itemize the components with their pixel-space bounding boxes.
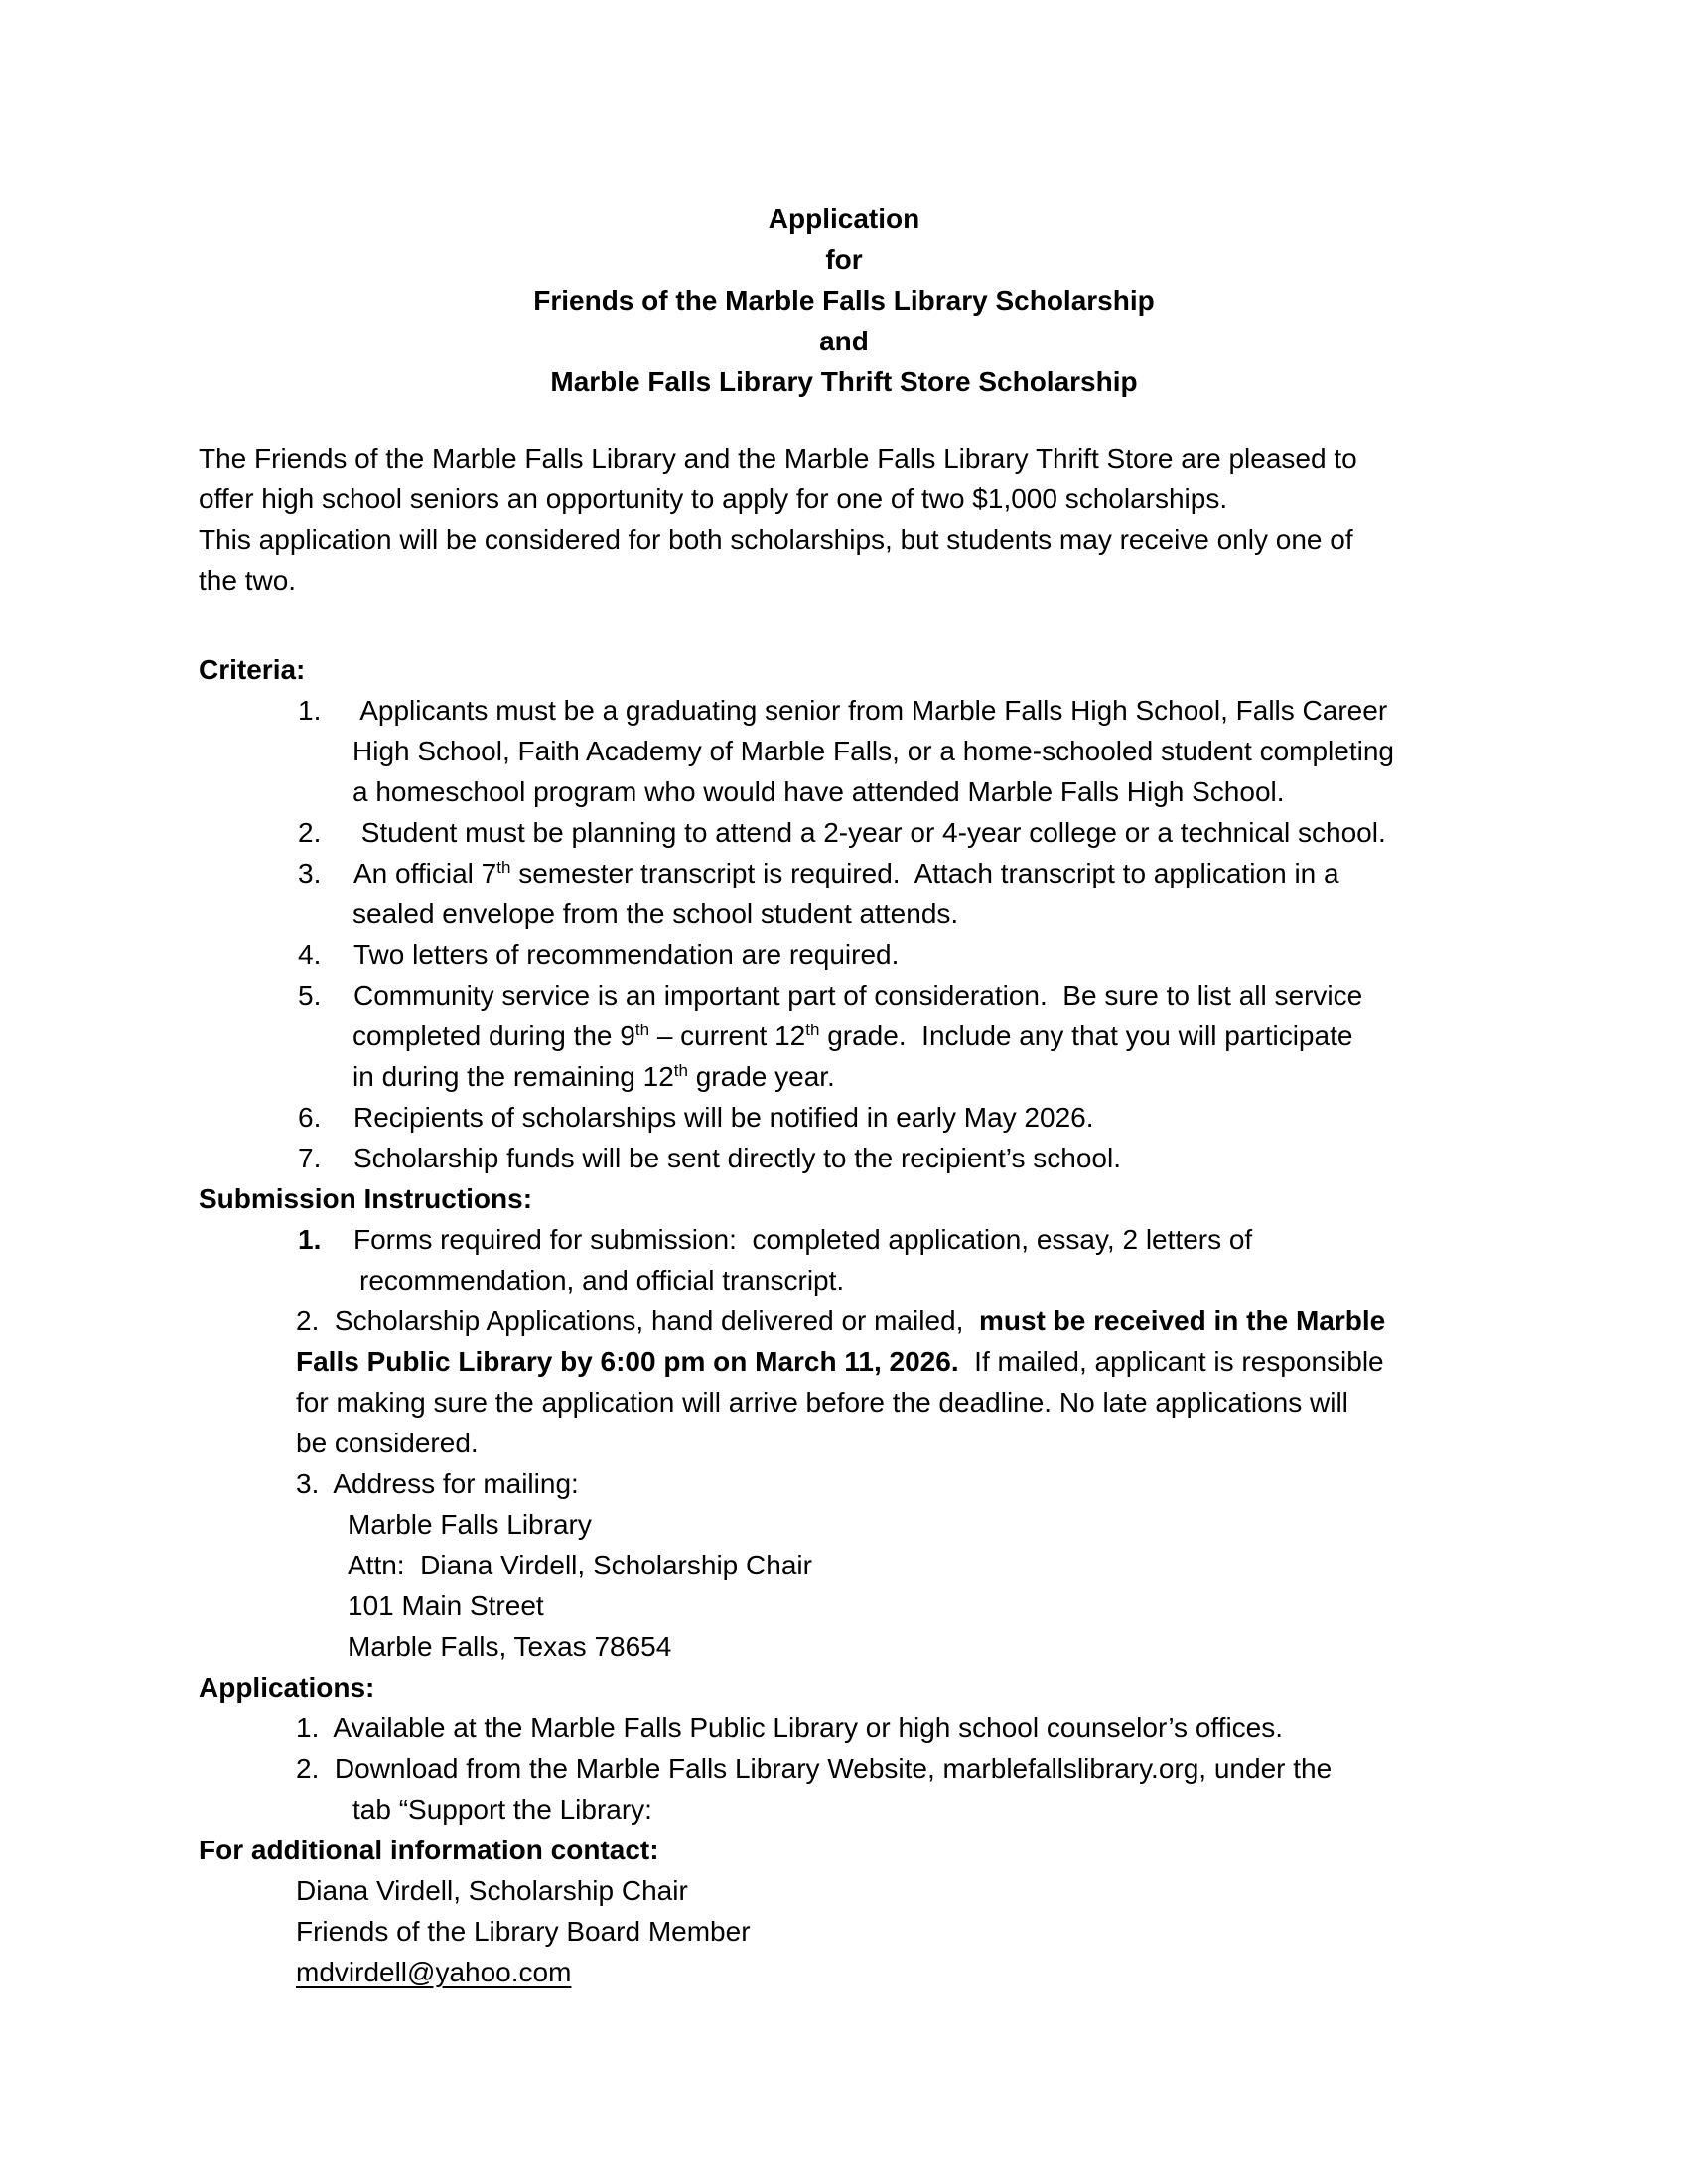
list-item [199, 975, 1489, 1016]
text-segment: offer high school seniors an opportunity to apply for one of two $1,000 scholarships. [199, 483, 1228, 514]
text-segment: The Friends of the Marble Falls Library and the Marble Falls Library Thrift Store are pleased to [199, 443, 1357, 474]
text-segment: th [805, 1021, 820, 1039]
section-heading-submission [199, 1178, 1489, 1219]
text-segment: Marble Falls Library [348, 1509, 592, 1540]
text-segment: Applications: [199, 1672, 375, 1703]
contact-line [199, 1911, 1489, 1952]
list-item [199, 1300, 1489, 1341]
list-number: 1. [298, 1224, 322, 1255]
text-segment: Falls Public Library by 6:00 pm on March 11, 2026. [296, 1346, 959, 1377]
text-segment: 2. Download from the Marble Falls Library Website, marblefallslibrary.org, under the [296, 1753, 1333, 1784]
list-number: 6. [298, 1102, 322, 1133]
text-segment: tab “Support the Library: [352, 1794, 652, 1825]
text-segment: grade year. [687, 1061, 835, 1092]
list-item [199, 1748, 1489, 1789]
text-segment: th [673, 1061, 688, 1080]
text-segment: Attn: Diana Virdell, Scholarship Chair [348, 1550, 812, 1580]
intro-line [199, 519, 1489, 560]
address-line [199, 1626, 1489, 1667]
text-segment: Two letters of recommendation are required. [353, 939, 900, 970]
text-segment: Submission Instructions: [199, 1183, 533, 1214]
list-item-continuation [199, 1341, 1489, 1382]
text-segment: Friends of the Marble Falls Library Scholarship [533, 285, 1155, 316]
email-link[interactable] [199, 1952, 1489, 1992]
intro-line [199, 438, 1489, 478]
section-heading-criteria [199, 649, 1489, 690]
text-segment: for making sure the application will arrive before the deadline. No late applications will [296, 1387, 1348, 1418]
text-segment: – current 12 [649, 1021, 806, 1051]
list-item [199, 1463, 1489, 1504]
list-item-continuation [199, 1423, 1489, 1463]
text-segment: grade. Include any that you will participate [819, 1021, 1353, 1051]
list-item [199, 1097, 1489, 1138]
text-segment: This application will be considered for both scholarships, but students may receive only one of [199, 524, 1353, 555]
list-item-continuation [199, 771, 1489, 812]
list-item-continuation [199, 1260, 1489, 1300]
intro-line [199, 478, 1489, 519]
list-number: 4. [298, 939, 322, 970]
list-item [199, 1138, 1489, 1178]
address-line [199, 1545, 1489, 1585]
text-segment: Scholarship funds will be sent directly to the recipient’s school. [353, 1143, 1121, 1173]
text-segment: be considered. [296, 1428, 479, 1458]
list-item-continuation [199, 1789, 1489, 1830]
text-segment: Criteria: [199, 654, 306, 685]
address-line [199, 1585, 1489, 1626]
text-segment: Forms required for submission: completed application, essay, 2 letters of [353, 1224, 1253, 1255]
list-number: 7. [298, 1143, 322, 1173]
list-number: 5. [298, 980, 322, 1011]
text-segment: High School, Faith Academy of Marble Falls, or a home-schooled student completing [352, 736, 1394, 766]
address-line [199, 1504, 1489, 1545]
list-number: 2. [298, 817, 322, 848]
text-segment: in during the remaining 12 [352, 1061, 674, 1092]
text-segment: the two. [199, 565, 297, 596]
text-segment: sealed envelope from the school student attends. [352, 898, 959, 929]
text-segment: Community service is an important part of consideration. Be sure to list all service [353, 980, 1363, 1011]
text-segment: Marble Falls, Texas 78654 [348, 1631, 672, 1662]
text-segment: and [819, 326, 869, 356]
title-line [199, 280, 1489, 321]
text-segment: For additional information contact: [199, 1835, 659, 1865]
text-segment: 3. Address for mailing: [296, 1468, 579, 1499]
list-number: 1. [298, 695, 322, 726]
list-item [199, 853, 1489, 893]
text-segment: completed during the 9 [352, 1021, 635, 1051]
list-number: 3. [298, 858, 322, 888]
list-item [199, 690, 1489, 731]
text-segment: Application [768, 204, 920, 234]
title-line [199, 321, 1489, 361]
list-item-continuation [199, 731, 1489, 771]
list-item [199, 812, 1489, 853]
text-segment: must be received in the Marble [978, 1305, 1386, 1336]
list-item [199, 1707, 1489, 1748]
text-segment: An official 7 [353, 858, 497, 888]
text-segment: recommendation, and official transcript. [359, 1265, 845, 1296]
section-heading-contact [199, 1830, 1489, 1870]
text-segment: th [496, 858, 511, 877]
list-item-continuation [199, 1382, 1489, 1423]
text-segment: Applicants must be a graduating senior from Marble Falls High School, Falls Career [353, 695, 1388, 726]
text-segment: 1. Available at the Marble Falls Public Library or high school counselor’s offices. [296, 1712, 1284, 1743]
text-segment: Student must be planning to attend a 2-year or 4-year college or a technical school. [353, 817, 1386, 848]
text-segment: 101 Main Street [348, 1590, 544, 1621]
text-segment: Recipients of scholarships will be notified in early May 2026. [353, 1102, 1094, 1133]
text-segment: for [825, 244, 863, 275]
intro-line [199, 560, 1489, 601]
text-segment: If mailed, applicant is responsible [958, 1346, 1384, 1377]
email-text: mdvirdell@yahoo.com [296, 1957, 572, 1987]
section-heading-applications [199, 1667, 1489, 1707]
list-item [199, 1219, 1489, 1260]
title-line [199, 239, 1489, 280]
list-item-continuation [199, 893, 1489, 934]
text-segment: th [634, 1021, 650, 1039]
text-segment: Marble Falls Library Thrift Store Scholarship [550, 366, 1138, 397]
text-segment: a homeschool program who would have attended Marble Falls High School. [352, 776, 1285, 807]
text-segment: Diana Virdell, Scholarship Chair [296, 1875, 688, 1906]
contact-line [199, 1870, 1489, 1911]
text-segment: Friends of the Library Board Member [296, 1916, 751, 1947]
list-item-continuation [199, 1016, 1489, 1056]
text-segment: 2. Scholarship Applications, hand delivered or mailed, [296, 1305, 979, 1336]
list-item [199, 934, 1489, 975]
text-segment: semester transcript is required. Attach transcript to application in a [510, 858, 1339, 888]
title-line [199, 361, 1489, 402]
list-item-continuation [199, 1056, 1489, 1097]
title-line [199, 199, 1489, 239]
